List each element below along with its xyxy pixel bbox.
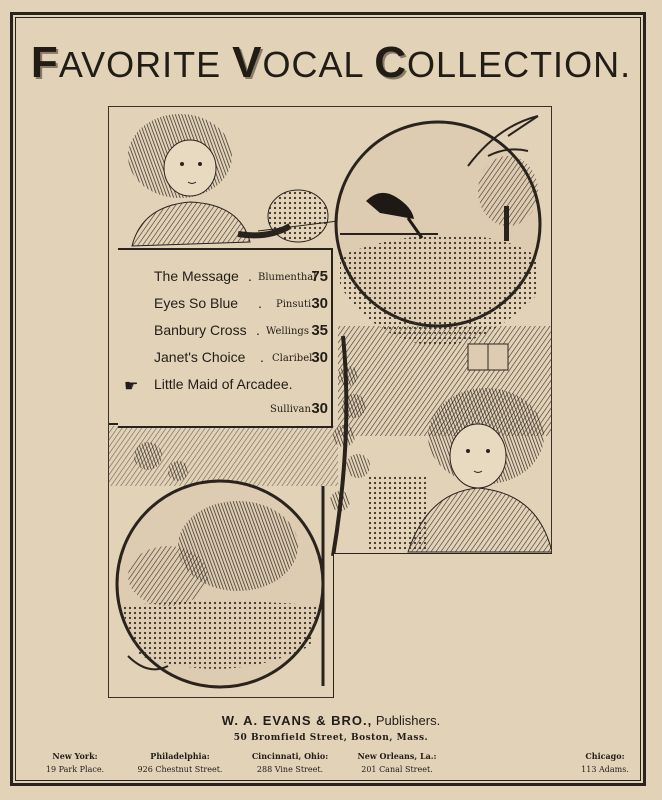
song-item bbox=[148, 322, 328, 344]
cover-title bbox=[0, 38, 662, 88]
song-composer: Sullivan bbox=[270, 404, 311, 415]
song-composer: Blumenthal bbox=[258, 272, 317, 283]
title-word-3: OLLECTION. bbox=[407, 44, 632, 85]
song-item bbox=[148, 349, 328, 371]
song-separator: . bbox=[256, 322, 260, 338]
song-price: 30 bbox=[311, 349, 328, 366]
branch-office bbox=[570, 750, 640, 776]
branch-city: Chicago: bbox=[585, 751, 625, 761]
song-price: 35 bbox=[311, 322, 328, 339]
branch-street: 926 Chestnut Street. bbox=[137, 765, 223, 774]
song-list bbox=[118, 248, 333, 428]
title-initial-3: C bbox=[374, 38, 408, 87]
branch-city: Cincinnati, Ohio: bbox=[251, 751, 329, 761]
title-initial-1: F bbox=[30, 38, 59, 87]
blank-label-area bbox=[333, 553, 552, 698]
pointing-hand-icon: ☛ bbox=[124, 376, 139, 395]
song-composer: Pinsuti bbox=[276, 299, 312, 310]
branch-street: 288 Vine Street. bbox=[256, 765, 324, 774]
song-separator: . bbox=[248, 268, 252, 284]
song-separator: . bbox=[258, 295, 262, 311]
publisher-name: W. A. EVANS & BRO., bbox=[221, 713, 373, 728]
song-separator: . bbox=[260, 349, 264, 365]
song-title: Banbury Cross bbox=[154, 322, 247, 338]
song-item bbox=[148, 295, 328, 317]
branch-city: New York: bbox=[52, 751, 98, 761]
branch-office bbox=[130, 750, 230, 776]
song-item-detail bbox=[148, 400, 328, 422]
branch-street: 113 Adams. bbox=[581, 765, 629, 774]
publisher-line bbox=[0, 713, 662, 728]
song-price: 30 bbox=[311, 295, 328, 312]
title-word-1: AVORITE bbox=[58, 44, 233, 85]
branch-street: 201 Canal Street. bbox=[361, 765, 433, 774]
publisher-suffix: Publishers. bbox=[375, 713, 441, 728]
song-price: 30 bbox=[311, 400, 328, 417]
branch-city: Philadelphia: bbox=[150, 751, 210, 761]
song-title: Janet's Choice bbox=[154, 349, 246, 365]
song-composer: Wellings bbox=[266, 326, 309, 337]
branch-city: New Orleans, La.: bbox=[357, 751, 437, 761]
publisher-address: 50 Bromfield Street, Boston, Mass. bbox=[233, 733, 429, 743]
title-initial-2: V bbox=[232, 38, 263, 87]
song-item bbox=[148, 376, 328, 398]
song-title: The Message bbox=[154, 268, 239, 284]
branch-street: 19 Park Place. bbox=[45, 765, 105, 774]
song-price: 75 bbox=[311, 268, 328, 285]
branch-office bbox=[245, 750, 335, 776]
song-title: Little Maid of Arcadee. bbox=[154, 376, 293, 392]
branch-office bbox=[352, 750, 442, 776]
song-composer: Claribel bbox=[272, 353, 313, 364]
title-word-2: OCAL bbox=[262, 44, 375, 85]
song-item bbox=[148, 268, 328, 290]
song-title: Eyes So Blue bbox=[154, 295, 239, 311]
branch-office bbox=[35, 750, 115, 776]
